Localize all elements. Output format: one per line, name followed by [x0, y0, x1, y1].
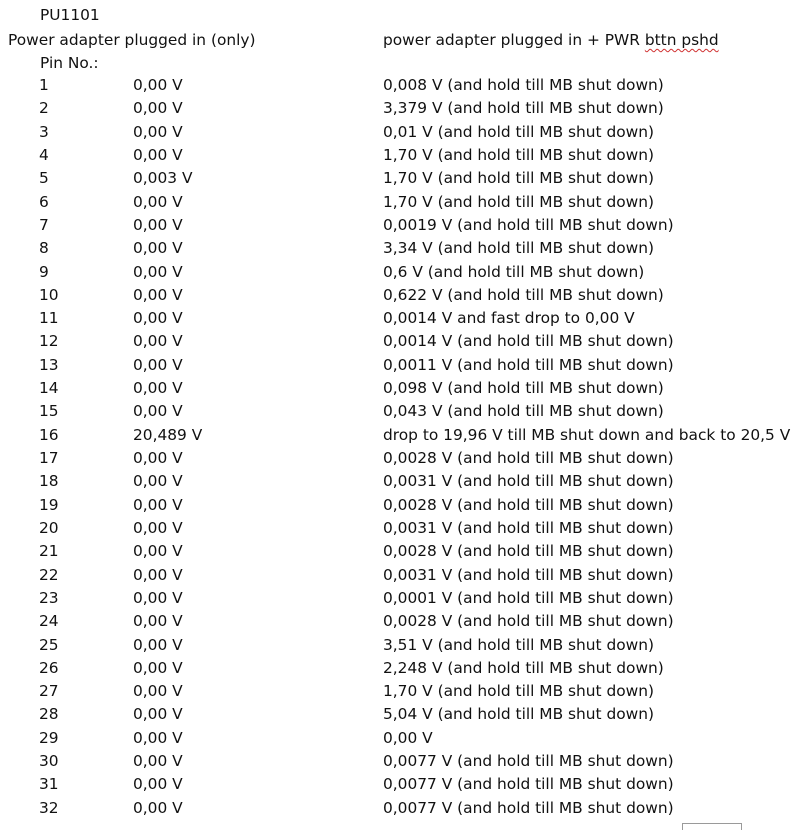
pwr-button-voltage-cell: 0,0019 V (and hold till MB shut down)	[383, 215, 674, 234]
table-row	[0, 472, 804, 495]
adapter-only-voltage-cell: 0,00 V	[133, 635, 183, 654]
pwr-button-voltage-cell: 0,0077 V (and hold till MB shut down)	[383, 752, 674, 771]
pin-number-cell: 30	[39, 752, 59, 771]
adapter-only-voltage-cell: 0,003 V	[133, 169, 193, 188]
pwr-button-voltage-cell: 3,34 V (and hold till MB shut down)	[383, 239, 655, 258]
pwr-button-voltage-cell: 0,0014 V (and hold till MB shut down)	[383, 332, 674, 351]
pin-number-cell: 4	[39, 145, 49, 164]
pwr-button-voltage-cell: 0,0077 V (and hold till MB shut down)	[383, 775, 674, 794]
adapter-only-voltage-cell: 0,00 V	[133, 752, 183, 771]
pin-number-cell: 17	[39, 449, 59, 467]
table-row	[0, 146, 804, 169]
pin-number-cell: 24	[39, 612, 59, 631]
table-row	[0, 286, 804, 309]
pwr-button-voltage-cell: 1,70 V (and hold till MB shut down)	[383, 682, 655, 701]
pin-number-cell: 32	[39, 798, 59, 817]
table-row	[0, 99, 804, 122]
pin-number-cell: 15	[39, 402, 59, 421]
pin-number-cell: 13	[39, 355, 59, 374]
table-row	[0, 332, 804, 355]
pin-number-cell: 18	[39, 472, 59, 491]
pin-number-cell: 19	[39, 495, 59, 514]
pin-number-cell: 3	[39, 122, 49, 141]
pin-number-cell: 5	[39, 169, 49, 188]
pin-number-cell: 23	[39, 588, 59, 607]
table-row	[0, 519, 804, 542]
pin-number-cell: 12	[39, 332, 59, 351]
pwr-button-voltage-cell: 0,0031 V (and hold till MB shut down)	[383, 472, 674, 491]
table-row	[0, 659, 804, 682]
pwr-button-voltage-cell: 0,098 V (and hold till MB shut down)	[383, 379, 664, 398]
table-row	[0, 193, 804, 216]
adapter-only-voltage-cell: 0,00 V	[133, 122, 183, 141]
adapter-only-voltage-cell: 20,489 V	[133, 425, 203, 444]
table-row	[0, 636, 804, 659]
pin-number-cell: 6	[39, 192, 49, 211]
pwr-button-voltage-cell: 0,6 V (and hold till MB shut down)	[383, 262, 645, 281]
adapter-only-voltage-cell: 0,00 V	[133, 309, 183, 328]
adapter-only-voltage-cell: 0,00 V	[133, 565, 183, 584]
table-row	[0, 682, 804, 705]
pwr-button-voltage-cell: 3,51 V (and hold till MB shut down)	[383, 635, 655, 654]
adapter-only-voltage-cell: 0,00 V	[133, 379, 183, 398]
adapter-only-voltage-cell: 0,00 V	[133, 798, 183, 817]
adapter-only-voltage-cell: 0,00 V	[133, 332, 183, 351]
adapter-only-voltage-cell: 0,00 V	[133, 449, 183, 467]
adapter-only-voltage-cell: 0,00 V	[133, 402, 183, 421]
table-row	[0, 775, 804, 798]
pwr-button-voltage-cell: drop to 19,96 V till MB shut down and back to 20,5 V	[383, 425, 791, 444]
pin-number-cell: 28	[39, 705, 59, 724]
pin-number-cell: 10	[39, 285, 59, 304]
adapter-only-voltage-cell: 0,00 V	[133, 355, 183, 374]
table-row	[0, 566, 804, 589]
table-row	[0, 216, 804, 239]
table-row	[0, 612, 804, 635]
table-row	[0, 729, 804, 752]
adapter-only-voltage-cell: 0,00 V	[133, 472, 183, 491]
table-row	[0, 752, 804, 775]
pwr-button-voltage-cell: 0,0028 V (and hold till MB shut down)	[383, 612, 674, 631]
document-title: PU1101	[40, 6, 100, 24]
adapter-only-voltage-cell: 0,00 V	[133, 239, 183, 258]
table-row	[0, 542, 804, 565]
spellcheck-flagged-text: bttn pshd	[644, 31, 719, 49]
table-row	[0, 705, 804, 728]
pin-number-cell: 9	[39, 262, 49, 281]
pwr-button-voltage-cell: 1,70 V (and hold till MB shut down)	[383, 145, 655, 164]
pin-number-cell: 22	[39, 565, 59, 584]
adapter-only-voltage-cell: 0,00 V	[133, 99, 183, 118]
pwr-button-voltage-cell: 0,0028 V (and hold till MB shut down)	[383, 542, 674, 561]
table-row	[0, 169, 804, 192]
pwr-button-voltage-cell: 1,70 V (and hold till MB shut down)	[383, 192, 655, 211]
pwr-button-voltage-cell: 5,04 V (and hold till MB shut down)	[383, 705, 655, 724]
pwr-button-voltage-cell: 0,622 V (and hold till MB shut down)	[383, 285, 664, 304]
adapter-only-voltage-cell: 0,00 V	[133, 192, 183, 211]
table-row	[0, 496, 804, 519]
adapter-only-voltage-cell: 0,00 V	[133, 705, 183, 724]
adapter-only-heading: Power adapter plugged in (only)	[8, 31, 256, 49]
table-row	[0, 426, 804, 449]
pin-number-cell: 20	[39, 518, 59, 537]
pin-number-cell: 31	[39, 775, 59, 794]
pin-number-cell: 25	[39, 635, 59, 654]
pin-number-cell: 29	[39, 728, 59, 747]
pwr-button-voltage-cell: 0,0028 V (and hold till MB shut down)	[383, 495, 674, 514]
pwr-button-voltage-cell: 0,0001 V (and hold till MB shut down)	[383, 588, 674, 607]
adapter-only-voltage-cell: 0,00 V	[133, 775, 183, 794]
pwr-button-voltage-cell: 0,00 V	[383, 728, 433, 747]
table-row	[0, 402, 804, 425]
adapter-only-voltage-cell: 0,00 V	[133, 285, 183, 304]
table-row	[0, 379, 804, 402]
table-row	[0, 239, 804, 262]
pin-number-cell: 7	[39, 215, 49, 234]
pwr-button-voltage-cell: 0,043 V (and hold till MB shut down)	[383, 402, 664, 421]
pwr-button-voltage-cell: 0,008 V (and hold till MB shut down)	[383, 76, 664, 94]
pwr-button-voltage-cell: 0,0031 V (and hold till MB shut down)	[383, 518, 674, 537]
adapter-only-voltage-cell: 0,00 V	[133, 542, 183, 561]
pin-number-cell: 16	[39, 425, 59, 444]
pwr-button-voltage-cell: 0,0028 V (and hold till MB shut down)	[383, 449, 674, 467]
adapter-only-voltage-cell: 0,00 V	[133, 682, 183, 701]
pin-number-cell: 2	[39, 99, 49, 118]
table-row	[0, 799, 804, 822]
table-row	[0, 449, 804, 472]
pwr-button-voltage-cell: 0,0077 V (and hold till MB shut down)	[383, 798, 674, 817]
pin-number-cell: 8	[39, 239, 49, 258]
pwr-button-voltage-cell: 2,248 V (and hold till MB shut down)	[383, 658, 664, 677]
pin-number-cell: 21	[39, 542, 59, 561]
adapter-only-voltage-cell: 0,00 V	[133, 495, 183, 514]
pwr-button-voltage-cell: 0,0014 V and fast drop to 0,00 V	[383, 309, 635, 328]
pwr-button-heading-text: power adapter plugged in + PWR	[383, 31, 645, 49]
pin-number-cell: 1	[39, 76, 49, 94]
adapter-only-voltage-cell: 0,00 V	[133, 145, 183, 164]
table-row	[0, 263, 804, 286]
adapter-only-voltage-cell: 0,00 V	[133, 518, 183, 537]
adapter-only-voltage-cell: 0,00 V	[133, 658, 183, 677]
adapter-only-voltage-cell: 0,00 V	[133, 215, 183, 234]
pwr-button-voltage-cell: 0,01 V (and hold till MB shut down)	[383, 122, 655, 141]
pwr-button-voltage-cell: 1,70 V (and hold till MB shut down)	[383, 169, 655, 188]
table-row	[0, 356, 804, 379]
pwr-button-voltage-cell: 0,0011 V (and hold till MB shut down)	[383, 355, 674, 374]
pwr-button-heading	[383, 31, 719, 50]
pin-number-cell: 26	[39, 658, 59, 677]
pin-number-cell: 27	[39, 682, 59, 701]
pwr-button-voltage-cell: 0,0031 V (and hold till MB shut down)	[383, 565, 674, 584]
adapter-only-voltage-cell: 0,00 V	[133, 612, 183, 631]
adapter-only-voltage-cell: 0,00 V	[133, 728, 183, 747]
pwr-button-voltage-cell: 3,379 V (and hold till MB shut down)	[383, 99, 664, 118]
table-row	[0, 76, 804, 99]
pin-voltage-table	[0, 76, 804, 822]
table-row	[0, 589, 804, 612]
pin-number-label: Pin No.:	[40, 54, 99, 72]
table-row	[0, 123, 804, 146]
pin-number-cell: 14	[39, 379, 59, 398]
table-row	[0, 309, 804, 332]
adapter-only-voltage-cell: 0,00 V	[133, 588, 183, 607]
adapter-only-voltage-cell: 0,00 V	[133, 76, 183, 94]
adapter-only-voltage-cell: 0,00 V	[133, 262, 183, 281]
pin-number-cell: 11	[39, 309, 59, 328]
